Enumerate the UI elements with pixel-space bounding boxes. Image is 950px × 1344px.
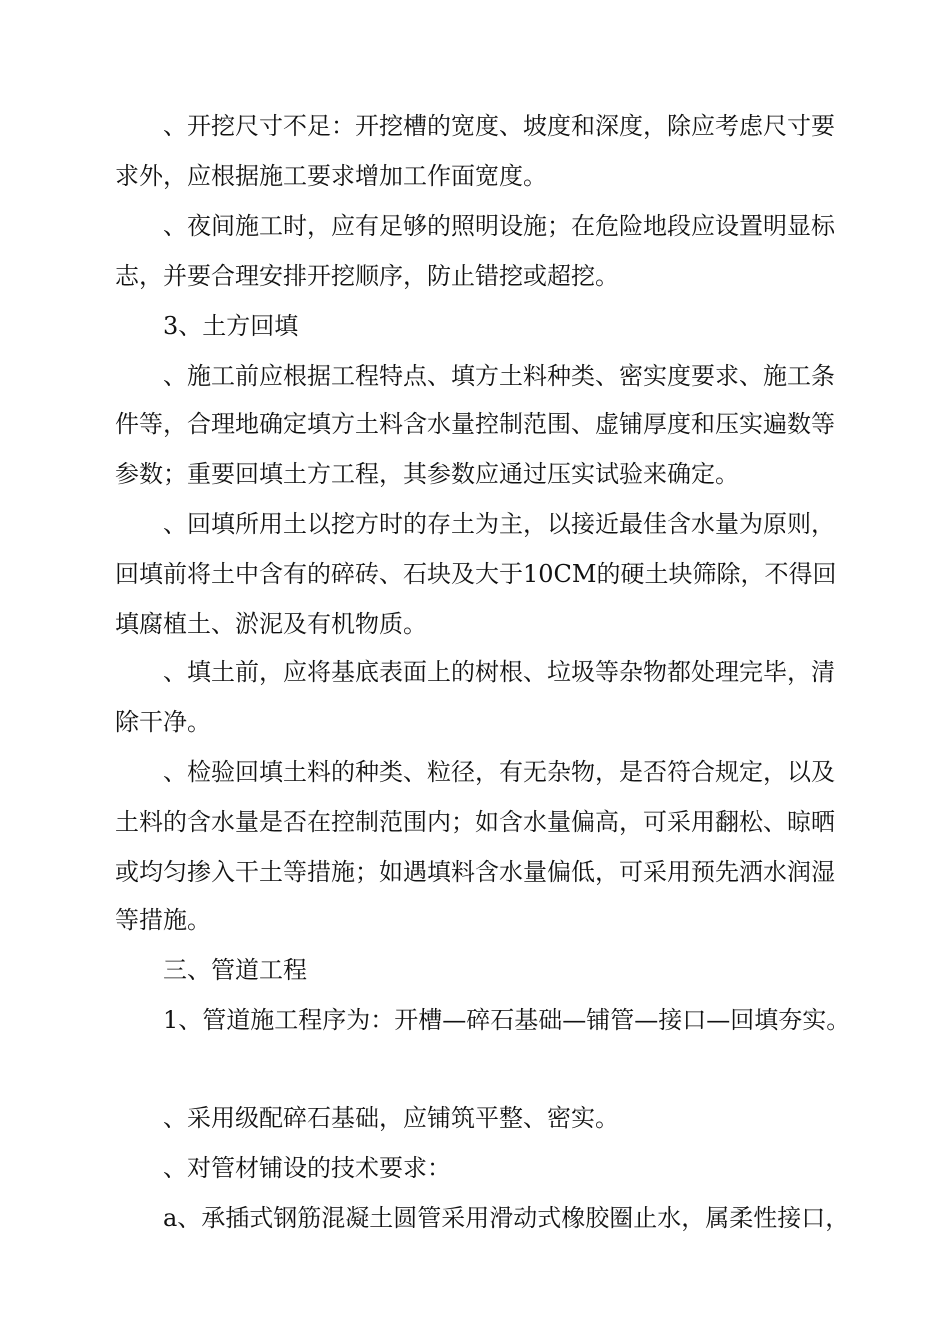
- paragraph-line: 件等，合理地确定填方土料含水量控制范围、虚铺厚度和压实遍数等: [115, 410, 835, 438]
- paragraph-line: 除干净。: [115, 708, 211, 736]
- paragraph-line: 回填前将土中含有的碎砖、石块及大于10CM的硬土块筛除，不得回: [115, 560, 837, 588]
- paragraph-line: 、开挖尺寸不足：开挖槽的宽度、坡度和深度，除应考虑尺寸要: [163, 112, 835, 140]
- paragraph-line: 、填土前，应将基底表面上的树根、垃圾等杂物都处理完毕，清: [163, 658, 835, 686]
- paragraph-line: 志，并要合理安排开挖顺序，防止错挖或超挖。: [115, 262, 619, 290]
- paragraph-line: 1、管道施工程序为：开槽—碎石基础—铺管—接口—回填夯实。: [163, 1006, 851, 1034]
- paragraph-line: 、对管材铺设的技术要求：: [163, 1154, 451, 1182]
- paragraph-line: 等措施。: [115, 906, 211, 934]
- paragraph-line: 、施工前应根据工程特点、填方土料种类、密实度要求、施工条: [163, 362, 835, 390]
- paragraph-line: 、回填所用土以挖方时的存土为主，以接近最佳含水量为原则，: [163, 510, 835, 538]
- section-heading: 3、土方回填: [163, 312, 299, 340]
- paragraph-line: 土料的含水量是否在控制范围内；如含水量偏高，可采用翻松、晾晒: [115, 808, 835, 836]
- paragraph-line: 、检验回填土料的种类、粒径，有无杂物，是否符合规定，以及: [163, 758, 835, 786]
- paragraph-line: 参数；重要回填土方工程，其参数应通过压实试验来确定。: [115, 460, 739, 488]
- paragraph-line: 或均匀掺入干土等措施；如遇填料含水量偏低，可采用预先洒水润湿: [115, 858, 835, 886]
- paragraph-line: a、承插式钢筋混凝土圆管采用滑动式橡胶圈止水，属柔性接口，: [163, 1204, 850, 1232]
- paragraph-line: 、采用级配碎石基础，应铺筑平整、密实。: [163, 1104, 619, 1132]
- paragraph-line: 、夜间施工时，应有足够的照明设施；在危险地段应设置明显标: [163, 212, 835, 240]
- paragraph-line: 填腐植土、淤泥及有机物质。: [115, 610, 427, 638]
- paragraph-line: 求外，应根据施工要求增加工作面宽度。: [115, 162, 547, 190]
- section-heading: 三、管道工程: [163, 956, 307, 984]
